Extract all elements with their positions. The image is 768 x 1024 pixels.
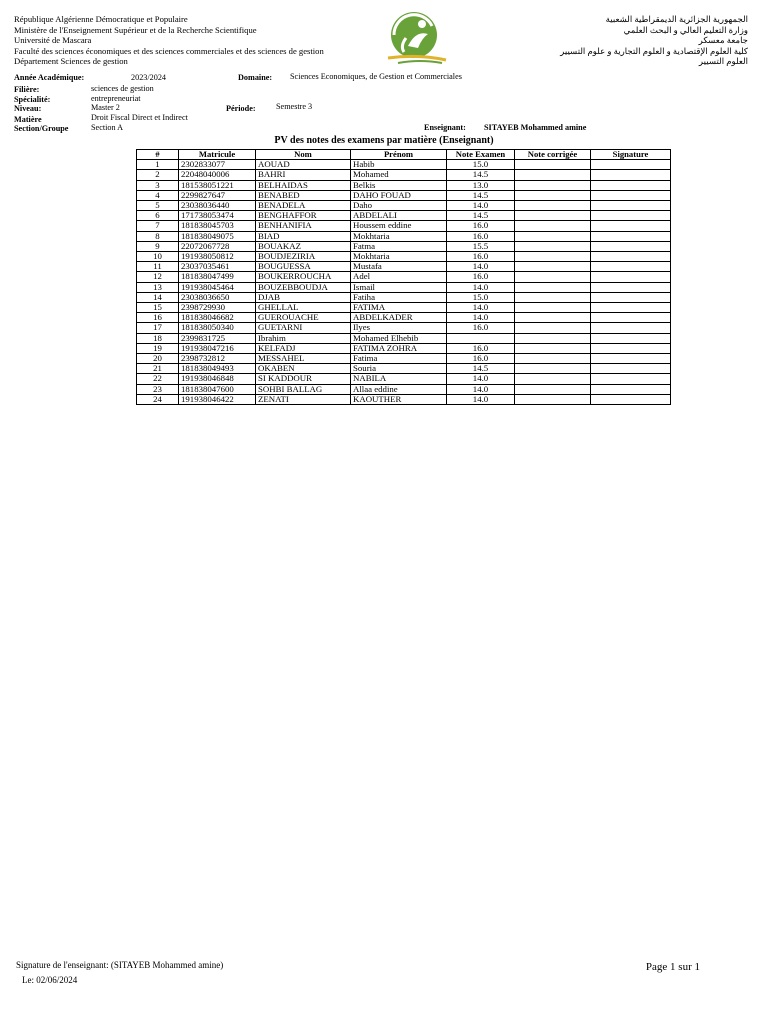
cell-prenom: DAHO FOUAD [351,190,447,200]
cell-note-corrigee [515,394,591,404]
table-row [137,190,671,200]
table-row [137,354,671,364]
grades-table [136,149,671,405]
cell-prenom: Belkis [351,180,447,190]
header-left-line: Faculté des sciences économiques et des sciences commerciales et des sciences de gestion [14,45,324,56]
cell-matricule: 2299827647 [179,190,256,200]
cell-note-corrigee [515,323,591,333]
cell-prenom: Mohamed Elhebib [351,333,447,343]
cell-number: 20 [137,354,179,364]
cell-note-examen: 14.0 [447,303,515,313]
cell-note-corrigee [515,292,591,302]
table-row [137,384,671,394]
cell-note-corrigee [515,313,591,323]
cell-prenom: KAOUTHER [351,394,447,404]
pv-title: PV des notes des examens par matière (Enseignant) [274,135,494,146]
cell-nom: GHELLAL [256,303,351,313]
cell-prenom: Allaa eddine [351,384,447,394]
cell-signature [591,374,671,384]
table-row [137,313,671,323]
cell-nom: AOUAD [256,160,351,170]
cell-prenom: Mohamed [351,170,447,180]
cell-matricule: 191938047216 [179,343,256,353]
cell-signature [591,323,671,333]
cell-prenom: NABILA [351,374,447,384]
footer-date: Le: 02/06/2024 [22,975,78,985]
cell-prenom: FATIMA ZOHRA [351,343,447,353]
cell-matricule: 181838049493 [179,364,256,374]
cell-signature [591,282,671,292]
matiere-value: Droit Fiscal Direct et Indirect [91,113,188,122]
table-header-row [137,150,671,160]
cell-prenom: Ilyes [351,323,447,333]
cell-note-examen: 14.5 [447,364,515,374]
cell-number: 17 [137,323,179,333]
cell-note-corrigee [515,180,591,190]
cell-note-examen: 14.0 [447,374,515,384]
table-row [137,211,671,221]
cell-prenom: ABDELKADER [351,313,447,323]
cell-note-corrigee [515,374,591,384]
cell-note-examen: 14.0 [447,394,515,404]
section-label: Section/Groupe [14,124,69,133]
cell-signature [591,241,671,251]
cell-matricule: 23038036650 [179,292,256,302]
cell-number: 9 [137,241,179,251]
cell-prenom: Daho [351,201,447,211]
cell-number: 16 [137,313,179,323]
cell-nom: KELFADJ [256,343,351,353]
cell-matricule: 171738053474 [179,211,256,221]
cell-matricule: 23038036440 [179,201,256,211]
table-row [137,252,671,262]
cell-note-examen: 16.0 [447,323,515,333]
cell-nom: GUETARNI [256,323,351,333]
cell-matricule: 181838046682 [179,313,256,323]
header-right-line: وزارة التعليم العالي و البحث العلمي [623,24,748,35]
table-row [137,201,671,211]
cell-prenom: Fatiha [351,292,447,302]
cell-signature [591,333,671,343]
cell-note-corrigee [515,333,591,343]
cell-number: 15 [137,303,179,313]
cell-prenom: Adel [351,272,447,282]
table-row [137,241,671,251]
col-header-note-examen: Note Examen [447,150,515,160]
cell-nom: BENABED [256,190,351,200]
cell-nom: BELHAIDAS [256,180,351,190]
cell-nom: SOHBI BALLAG [256,384,351,394]
cell-number: 11 [137,262,179,272]
cell-number: 18 [137,333,179,343]
cell-number: 4 [137,190,179,200]
cell-signature [591,313,671,323]
cell-signature [591,394,671,404]
cell-signature [591,170,671,180]
cell-note-corrigee [515,272,591,282]
cell-nom: SI KADDOUR [256,374,351,384]
header-right-line: الجمهورية الجزائرية الديمقراطية الشعبية [605,14,748,24]
cell-nom: BENHANIFIA [256,221,351,231]
cell-signature [591,231,671,241]
periode-label: Période: [226,104,256,113]
cell-signature [591,384,671,394]
grades-body [137,160,671,405]
cell-signature [591,343,671,353]
cell-matricule: 2398729930 [179,303,256,313]
cell-matricule: 181538051221 [179,180,256,190]
table-row [137,292,671,302]
cell-note-examen: 15.5 [447,241,515,251]
cell-nom: DJAB [256,292,351,302]
cell-number: 21 [137,364,179,374]
table-row [137,333,671,343]
col-header-signature: Signature [591,150,671,160]
col-header-note-corrigee: Note corrigée [515,150,591,160]
header-right-line: جامعة معسكر [698,35,748,45]
cell-matricule: 22048040006 [179,170,256,180]
cell-nom: BIAD [256,231,351,241]
table-row [137,343,671,353]
col-header-nom: Nom [256,150,351,160]
cell-note-examen: 16.0 [447,343,515,353]
table-row [137,364,671,374]
cell-nom: OKABEN [256,364,351,374]
cell-number: 22 [137,374,179,384]
cell-note-corrigee [515,231,591,241]
cell-signature [591,262,671,272]
cell-note-corrigee [515,354,591,364]
enseignant-label: Enseignant: [424,123,466,132]
cell-prenom: Mokhtaria [351,231,447,241]
specialite-label: Spécialité: [14,95,51,104]
cell-number: 1 [137,160,179,170]
cell-matricule: 181838049075 [179,231,256,241]
cell-prenom: Souria [351,364,447,374]
cell-note-examen: 14.5 [447,170,515,180]
table-row [137,394,671,404]
cell-number: 24 [137,394,179,404]
cell-matricule: 23037035461 [179,262,256,272]
cell-nom: GUEROUACHE [256,313,351,323]
cell-note-examen: 16.0 [447,252,515,262]
cell-note-corrigee [515,364,591,374]
section-value: Section A [91,123,124,132]
col-header-number: # [137,150,179,160]
specialite-value: entrepreneuriat [91,94,141,103]
cell-number: 5 [137,201,179,211]
cell-note-examen: 14.0 [447,384,515,394]
cell-prenom: Houssem eddine [351,221,447,231]
cell-note-corrigee [515,241,591,251]
cell-note-corrigee [515,384,591,394]
header-left-line: Université de Mascara [14,35,92,45]
cell-number: 23 [137,384,179,394]
header-left-line: Ministère de l'Enseignement Supérieur et de la Recherche Scientifique [14,24,257,35]
col-header-matricule: Matricule [179,150,256,160]
cell-prenom: Habib [351,160,447,170]
cell-note-examen: 16.0 [447,221,515,231]
cell-matricule: 191938050812 [179,252,256,262]
header-left [14,14,324,67]
cell-nom: BOUDJEZIRIA [256,252,351,262]
cell-signature [591,201,671,211]
table-row [137,180,671,190]
cell-nom: BOUZEBBOUDJA [256,282,351,292]
domaine-label: Domaine: [238,73,273,82]
cell-number: 13 [137,282,179,292]
cell-matricule: 2398732812 [179,354,256,364]
header-right-line: كلية العلوم الإقتصادية و العلوم التجارية و علوم التسيير [560,45,748,56]
cell-note-corrigee [515,221,591,231]
cell-note-corrigee [515,282,591,292]
col-header-prenom: Prénom [351,150,447,160]
cell-note-examen: 14.5 [447,190,515,200]
cell-note-examen: 16.0 [447,272,515,282]
niveau-label: Niveau: [14,104,42,113]
cell-prenom: ABDELALI [351,211,447,221]
cell-note-examen [447,333,515,343]
header-left-line: République Algérienne Démocratique et Populaire [14,14,188,24]
cell-matricule: 2399831725 [179,333,256,343]
table-row [137,282,671,292]
header-left-line: Département Sciences de gestion [14,56,128,66]
periode-value: Semestre 3 [276,102,313,111]
matiere-label: Matière [14,115,42,124]
cell-signature [591,160,671,170]
footer-signature: Signature de l'enseignant: (SITAYEB Mohammed amine) [16,960,224,970]
cell-note-examen: 15.0 [447,160,515,170]
cell-number: 14 [137,292,179,302]
cell-signature [591,180,671,190]
cell-nom: BENADELA [256,201,351,211]
cell-note-examen: 15.0 [447,292,515,302]
cell-prenom: Mokhtaria [351,252,447,262]
cell-number: 12 [137,272,179,282]
cell-signature [591,303,671,313]
cell-note-examen: 16.0 [447,354,515,364]
cell-number: 6 [137,211,179,221]
cell-nom: BOUGUESSA [256,262,351,272]
university-logo-icon [384,8,448,68]
cell-nom: ZENATI [256,394,351,404]
cell-note-examen: 14.0 [447,201,515,211]
cell-signature [591,272,671,282]
header-right [560,14,748,67]
cell-prenom: Mustafa [351,262,447,272]
cell-matricule: 2302833077 [179,160,256,170]
cell-matricule: 191938046848 [179,374,256,384]
cell-nom: BOUKERROUCHA [256,272,351,282]
enseignant-value: SITAYEB Mohammed amine [484,123,587,132]
table-row [137,170,671,180]
cell-note-corrigee [515,170,591,180]
cell-note-corrigee [515,343,591,353]
table-row [137,221,671,231]
cell-note-corrigee [515,303,591,313]
cell-matricule: 191938045464 [179,282,256,292]
cell-nom: BENGHAFFOR [256,211,351,221]
table-row [137,303,671,313]
filiere-label: Filière: [14,85,40,94]
cell-number: 3 [137,180,179,190]
cell-signature [591,221,671,231]
cell-signature [591,354,671,364]
table-row [137,272,671,282]
cell-note-corrigee [515,160,591,170]
cell-signature [591,364,671,374]
cell-note-corrigee [515,262,591,272]
cell-matricule: 181838045703 [179,221,256,231]
cell-matricule: 191938046422 [179,394,256,404]
annee-label: Année Académique: [14,73,85,82]
table-row [137,160,671,170]
page-number: Page 1 sur 1 [645,961,700,973]
cell-nom: Ibrahim [256,333,351,343]
domaine-value: Sciences Economiques, de Gestion et Commerciales [290,72,462,81]
cell-matricule: 181838050340 [179,323,256,333]
table-row [137,374,671,384]
cell-matricule: 181838047499 [179,272,256,282]
cell-note-corrigee [515,190,591,200]
cell-number: 8 [137,231,179,241]
cell-note-corrigee [515,211,591,221]
cell-note-examen: 14.0 [447,313,515,323]
cell-signature [591,252,671,262]
cell-prenom: FATIMA [351,303,447,313]
cell-note-examen: 16.0 [447,231,515,241]
cell-number: 19 [137,343,179,353]
cell-note-examen: 14.5 [447,211,515,221]
cell-note-examen: 13.0 [447,180,515,190]
cell-signature [591,211,671,221]
cell-matricule: 22072067728 [179,241,256,251]
table-row [137,323,671,333]
cell-note-corrigee [515,252,591,262]
cell-matricule: 181838047600 [179,384,256,394]
header-right-line: العلوم التسيير [698,56,748,66]
cell-prenom: Ismail [351,282,447,292]
cell-nom: MESSAHEL [256,354,351,364]
cell-nom: BAHRI [256,170,351,180]
cell-note-examen: 14.0 [447,282,515,292]
cell-number: 7 [137,221,179,231]
cell-nom: BOUAKAZ [256,241,351,251]
cell-signature [591,292,671,302]
filiere-value: sciences de gestion [91,84,154,93]
cell-signature [591,190,671,200]
cell-note-examen: 14.0 [447,262,515,272]
table-row [137,231,671,241]
cell-number: 2 [137,170,179,180]
niveau-value: Master 2 [91,103,120,112]
cell-number: 10 [137,252,179,262]
table-row [137,262,671,272]
cell-note-corrigee [515,201,591,211]
annee-value: 2023/2024 [131,73,167,82]
cell-prenom: Fatma [351,241,447,251]
cell-prenom: Fatima [351,354,447,364]
